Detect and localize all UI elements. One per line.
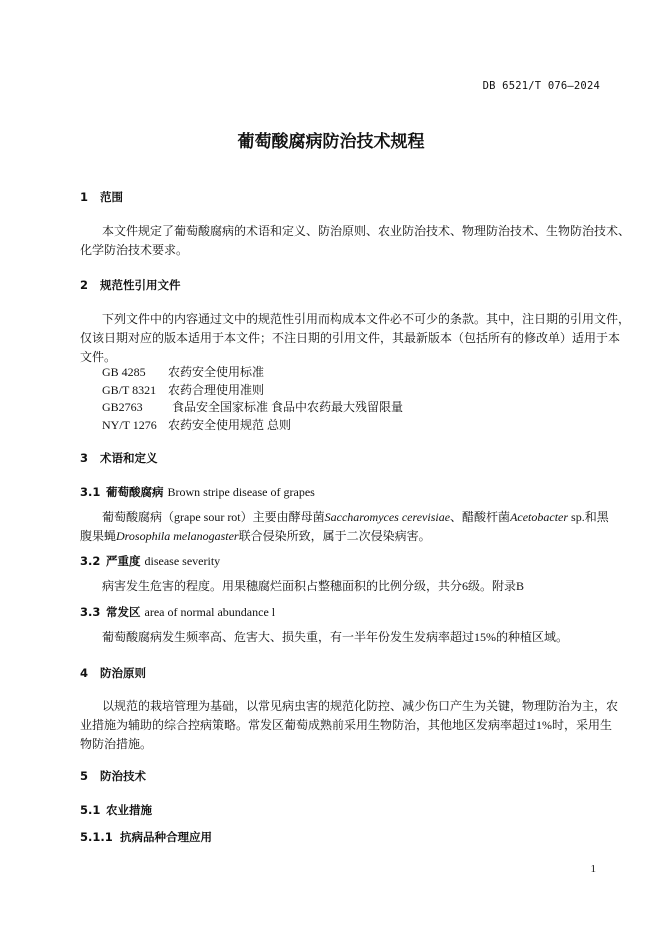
section-number: 5 <box>80 769 89 783</box>
text-run: 、醋酸杆菌 <box>450 510 511 524</box>
section-number: 1 <box>80 190 89 204</box>
subsection-title: 抗病品种合理应用 <box>120 830 212 844</box>
section-title: 防治原则 <box>100 666 146 680</box>
document-code: DB 6521/T 076—2024 <box>482 80 600 92</box>
normative-reference <box>102 381 264 398</box>
term-title: 严重度 <box>106 554 141 568</box>
paragraph-line: 物防治措施。 <box>80 737 153 751</box>
term-3-1-heading <box>80 484 315 500</box>
section-number: 2 <box>80 278 89 292</box>
term-english: area of normal abundance l <box>144 605 276 619</box>
term-english: disease severity <box>144 554 221 568</box>
text-run: 联合侵染所致，属于二次侵染病害。 <box>238 529 431 543</box>
term-3-1-definition <box>80 508 609 546</box>
section-title: 防治技术 <box>100 769 146 783</box>
page-number: 1 <box>590 863 596 875</box>
reference-code: GB/T 8321 <box>102 383 157 397</box>
reference-code: GB 4285 <box>102 365 146 379</box>
subsection-number: 5.1.1 <box>80 830 113 844</box>
reference-code: GB2763 <box>102 400 143 414</box>
species-name: Acetobacter <box>510 510 569 524</box>
term-number: 3.2 <box>80 554 101 568</box>
term-title: 常发区 <box>106 605 141 619</box>
section-3-heading <box>80 450 158 466</box>
section-5-1-heading <box>80 802 152 818</box>
paragraph-line: 以规范的栽培管理为基础，以常见病虫害的规范化防控、减少伤口产生为关键，物理防治为主，农 <box>102 699 619 713</box>
section-title: 范围 <box>100 190 123 204</box>
section-4-paragraph <box>80 697 619 754</box>
normative-reference <box>102 416 291 433</box>
section-5-1-1-heading <box>80 829 212 845</box>
term-3-3-heading <box>80 604 275 620</box>
section-number: 4 <box>80 666 89 680</box>
text-run: 葡萄酸腐病（grape sour rot）主要由酵母菌 <box>102 510 325 524</box>
section-title: 规范性引用文件 <box>100 278 181 292</box>
section-2-paragraph <box>80 310 631 367</box>
normative-reference <box>102 363 264 380</box>
paragraph-line: 下列文件中的内容通过文中的规范性引用而构成本文件必不可少的条款。其中，注日期的引用文件， <box>102 312 631 326</box>
normative-reference <box>102 398 403 415</box>
definition-line <box>80 508 609 527</box>
paragraph-line: 文件。 <box>80 350 117 364</box>
subsection-title: 农业措施 <box>106 803 152 817</box>
paragraph-line: 仅该日期对应的版本适用于本文件；不注日期的引用文件，其最新版本（包括所有的修改单）适用于本 <box>80 331 621 345</box>
section-2-heading <box>80 277 181 293</box>
section-title: 术语和定义 <box>100 451 158 465</box>
species-name: Saccharomyces cerevisiae <box>324 510 451 524</box>
term-number: 3.1 <box>80 485 101 499</box>
section-1-paragraph <box>80 222 631 260</box>
reference-name: 农药安全使用规范 总则 <box>168 418 292 432</box>
text-run: 腹果蝇 <box>80 529 117 543</box>
reference-name: 食品安全国家标准 食品中农药最大残留限量 <box>172 400 404 414</box>
section-4-heading <box>80 665 146 681</box>
paragraph-line: 业措施为辅助的综合控病策略。常发区葡萄成熟前采用生物防治，其他地区发病率超过1%时，采用生 <box>80 718 612 732</box>
reference-name: 农药安全使用标准 <box>168 365 265 379</box>
term-title: 葡萄酸腐病 <box>106 485 164 499</box>
section-1-heading <box>80 189 123 205</box>
definition-line: 葡萄酸腐病发生频率高、危害大、损失重，有一半年份发生发病率超过15%的种植区域。 <box>102 630 568 644</box>
term-3-3-definition <box>80 628 600 647</box>
reference-code: NY/T 1276 <box>102 418 157 432</box>
term-3-2-heading <box>80 553 220 569</box>
term-number: 3.3 <box>80 605 101 619</box>
definition-line <box>80 527 600 546</box>
reference-name: 农药合理使用准则 <box>168 383 265 397</box>
subsection-number: 5.1 <box>80 803 101 817</box>
term-3-2-definition <box>80 577 600 596</box>
definition-line: 病害发生危害的程度。用果穗腐烂面积占整穗面积的比例分级，共分6级。附录B <box>102 579 525 593</box>
section-5-heading <box>80 768 146 784</box>
section-number: 3 <box>80 451 89 465</box>
paragraph-line: 化学防治技术要求。 <box>80 243 189 257</box>
document-title: 葡萄酸腐病防治技术规程 <box>237 132 425 152</box>
term-english: Brown stripe disease of grapes <box>167 485 315 499</box>
text-run: sp.和黑 <box>568 510 609 524</box>
species-name: Drosophila melanogaster <box>116 529 239 543</box>
paragraph-line: 本文件规定了葡萄酸腐病的术语和定义、防治原则、农业防治技术、物理防治技术、生物防治技术、 <box>102 224 631 238</box>
